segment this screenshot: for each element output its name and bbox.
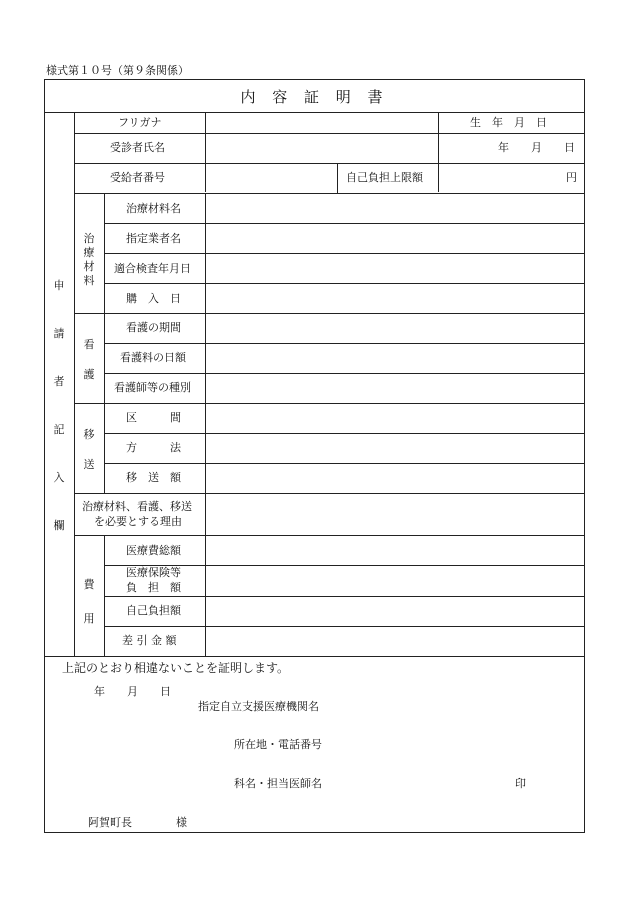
patient-name-label: 受診者氏名	[110, 141, 165, 154]
reason-label-line2: を必要とする理由	[94, 515, 182, 528]
vendor-name-field[interactable]	[206, 224, 583, 252]
reason-label-line1: 治療材料、看護、移送	[82, 500, 192, 513]
form-number: 様式第１０号（第９条関係）	[46, 64, 189, 77]
purchase-date-label: 購 入 日	[126, 292, 181, 305]
address-phone-label: 所在地・電話番号	[234, 738, 322, 751]
transport-section-field[interactable]	[206, 404, 583, 432]
transport-method-label: 方 法	[126, 441, 181, 454]
nursing-daily-fee-field[interactable]	[206, 344, 583, 372]
frame-left	[44, 79, 45, 833]
nursing-period-field[interactable]	[206, 314, 583, 342]
seal-mark: 印	[515, 777, 526, 790]
balance-label: 差 引 金 額	[122, 634, 177, 647]
transport-amount-label: 移 送 額	[126, 471, 181, 484]
total-medical-cost-label: 医療費総額	[126, 544, 181, 557]
addressee: 阿賀町長 様	[88, 816, 187, 829]
vendor-name-label: 指定業者名	[126, 232, 181, 245]
insurance-share-label-line1: 医療保険等	[126, 566, 181, 579]
inspection-date-label: 適合検査年月日	[114, 262, 191, 275]
self-pay-label: 自己負担額	[126, 604, 181, 617]
patient-name-field[interactable]	[206, 134, 437, 162]
applicant-section-label: 申請者記入欄	[53, 279, 65, 532]
insurance-share-field[interactable]	[206, 566, 583, 595]
material-name-label: 治療材料名	[126, 202, 181, 215]
transport-amount-field[interactable]	[206, 464, 583, 492]
form-title: 内 容 証 明 書	[240, 87, 389, 106]
furigana-label: フリガナ	[118, 116, 162, 129]
institution-name-label: 指定自立支援医療機関名	[198, 700, 319, 713]
nurse-type-field[interactable]	[206, 374, 583, 402]
copay-limit-field[interactable]	[439, 164, 583, 192]
recipient-number-field[interactable]	[206, 164, 336, 192]
transport-section-label: 区 間	[126, 411, 181, 424]
balance-field[interactable]	[206, 627, 583, 655]
purchase-date-field[interactable]	[206, 284, 583, 312]
birthdate-value[interactable]: 年 月 日	[498, 141, 575, 154]
inspection-date-field[interactable]	[206, 254, 583, 282]
reason-field[interactable]	[206, 494, 583, 534]
insurance-share-label-line2: 負 担 額	[126, 581, 181, 594]
material-name-field[interactable]	[206, 194, 583, 222]
nursing-group-label: 看護	[83, 338, 95, 381]
materials-group-label: 治療材料	[83, 232, 95, 287]
nursing-period-label: 看護の期間	[126, 321, 181, 334]
copay-limit-unit: 円	[566, 171, 577, 184]
furigana-field[interactable]	[206, 113, 437, 132]
self-pay-field[interactable]	[206, 597, 583, 625]
transport-group-label: 移送	[83, 428, 95, 471]
transport-method-field[interactable]	[206, 434, 583, 462]
birthdate-header: 生 年 月 日	[470, 116, 547, 129]
recipient-number-label: 受給者番号	[110, 171, 165, 184]
certification-date[interactable]: 年 月 日	[94, 685, 171, 698]
doctor-name-label: 科名・担当医師名	[234, 777, 322, 790]
total-medical-cost-field[interactable]	[206, 536, 583, 564]
certification-statement: 上記のとおり相違ないことを証明します。	[62, 661, 290, 675]
nurse-type-label: 看護師等の種別	[114, 381, 191, 394]
nursing-daily-fee-label: 看護料の日額	[120, 351, 186, 364]
frame-bottom	[44, 832, 585, 833]
cost-group-label: 費用	[83, 578, 95, 625]
copay-limit-label: 自己負担上限額	[346, 171, 423, 184]
